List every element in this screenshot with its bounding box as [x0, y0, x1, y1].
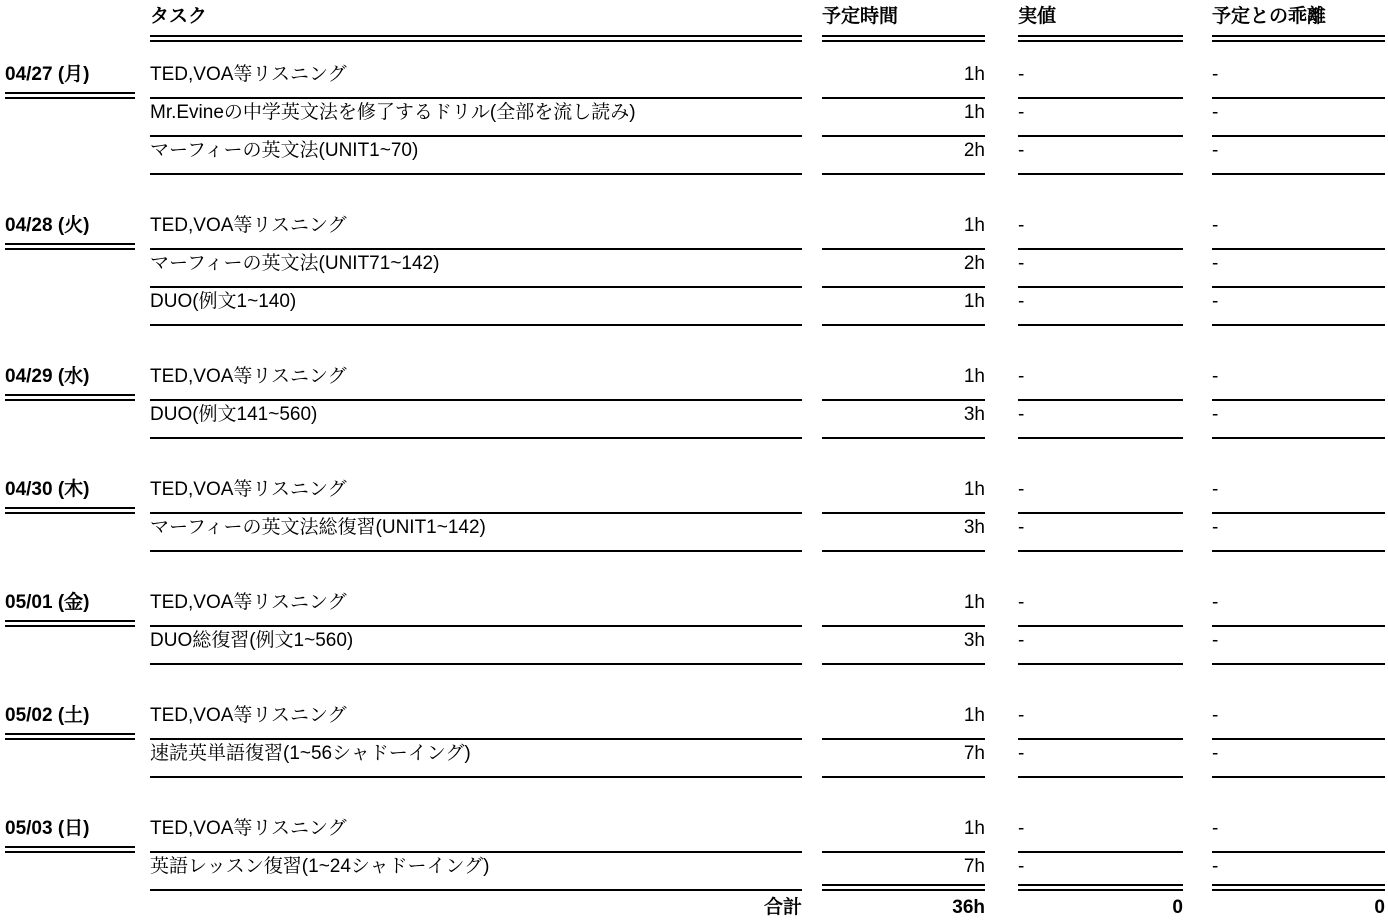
column-spacer: [135, 740, 150, 778]
column-spacer: [135, 288, 150, 326]
deviation-value: -: [1212, 740, 1385, 778]
block-gap-row: [5, 665, 1385, 702]
date-empty-cell: [5, 137, 135, 175]
column-spacer: [802, 137, 822, 175]
task-row: [5, 815, 1385, 853]
date-label: 04/30 (木): [5, 476, 135, 514]
task-row: [5, 212, 1385, 250]
total-date-empty: [5, 891, 135, 922]
schedule-body: [5, 42, 1385, 891]
deviation-value: -: [1212, 476, 1385, 514]
column-spacer: [135, 61, 150, 99]
block-gap: [5, 175, 1385, 212]
date-label: 04/29 (水): [5, 363, 135, 401]
column-header-task: タスク: [150, 0, 802, 42]
column-header-planned-time: 予定時間: [822, 0, 985, 42]
column-spacer: [1183, 476, 1212, 514]
column-spacer: [1183, 288, 1212, 326]
block-gap: [5, 552, 1385, 589]
block-gap: [5, 439, 1385, 476]
column-header-actual-value: 実値: [1018, 0, 1183, 42]
column-spacer: [985, 0, 1018, 42]
column-spacer: [802, 212, 822, 250]
task-name: Mr.Evineの中学英文法を修了するドリル(全部を流し読み): [150, 99, 802, 137]
column-spacer: [802, 627, 822, 665]
date-empty-cell: [5, 401, 135, 439]
date-empty-cell: [5, 288, 135, 326]
column-spacer: [1183, 740, 1212, 778]
column-spacer: [135, 815, 150, 853]
column-spacer: [135, 853, 150, 891]
study-schedule-table: [5, 0, 1385, 922]
deviation-value: -: [1212, 212, 1385, 250]
actual-value: -: [1018, 250, 1183, 288]
column-spacer: [1183, 401, 1212, 439]
task-name: マーフィーの英文法総復習(UNIT1~142): [150, 514, 802, 552]
planned-hours: 7h: [822, 740, 985, 778]
block-gap-row: [5, 42, 1385, 61]
column-spacer: [1183, 212, 1212, 250]
column-spacer: [1183, 99, 1212, 137]
deviation-value: -: [1212, 702, 1385, 740]
actual-value: -: [1018, 363, 1183, 401]
column-spacer: [1183, 61, 1212, 99]
planned-hours: 1h: [822, 363, 985, 401]
column-spacer: [802, 363, 822, 401]
column-spacer: [135, 363, 150, 401]
column-spacer: [135, 137, 150, 175]
planned-hours: 3h: [822, 514, 985, 552]
task-row: [5, 288, 1385, 326]
actual-value: -: [1018, 137, 1183, 175]
column-spacer: [985, 99, 1018, 137]
actual-value: -: [1018, 815, 1183, 853]
actual-value: -: [1018, 740, 1183, 778]
column-spacer: [985, 401, 1018, 439]
column-spacer: [802, 99, 822, 137]
task-name: DUO(例文141~560): [150, 401, 802, 439]
deviation-value: -: [1212, 250, 1385, 288]
task-row: [5, 476, 1385, 514]
deviation-value: -: [1212, 401, 1385, 439]
task-row: [5, 61, 1385, 99]
block-gap-row: [5, 326, 1385, 363]
column-spacer: [1183, 514, 1212, 552]
column-spacer: [985, 363, 1018, 401]
task-name: DUO(例文1~140): [150, 288, 802, 326]
column-spacer: [985, 250, 1018, 288]
task-row: [5, 589, 1385, 627]
task-row: [5, 99, 1385, 137]
column-spacer: [802, 589, 822, 627]
planned-hours: 1h: [822, 288, 985, 326]
task-name: DUO総復習(例文1~560): [150, 627, 802, 665]
column-spacer: [802, 702, 822, 740]
planned-hours: 1h: [822, 99, 985, 137]
column-spacer: [1183, 137, 1212, 175]
actual-value: -: [1018, 288, 1183, 326]
planned-hours: 1h: [822, 61, 985, 99]
deviation-value: -: [1212, 627, 1385, 665]
column-spacer: [135, 627, 150, 665]
task-row: [5, 702, 1385, 740]
actual-value: -: [1018, 853, 1183, 891]
total-planned-hours: 36h: [952, 897, 985, 918]
column-spacer: [135, 99, 150, 137]
column-spacer: [1183, 250, 1212, 288]
task-name: TED,VOA等リスニング: [150, 476, 802, 514]
date-label: 05/02 (土): [5, 702, 135, 740]
date-label: 04/28 (火): [5, 212, 135, 250]
task-name: TED,VOA等リスニング: [150, 815, 802, 853]
column-spacer: [1183, 363, 1212, 401]
planned-hours: 2h: [822, 137, 985, 175]
task-row: [5, 514, 1385, 552]
column-spacer: [985, 815, 1018, 853]
column-spacer: [985, 740, 1018, 778]
block-gap: [5, 778, 1385, 815]
column-spacer: [985, 702, 1018, 740]
column-spacer: [985, 514, 1018, 552]
task-row: [5, 740, 1385, 778]
actual-value: -: [1018, 627, 1183, 665]
column-spacer: [802, 250, 822, 288]
column-spacer: [135, 702, 150, 740]
column-spacer: [135, 250, 150, 288]
actual-value: -: [1018, 702, 1183, 740]
task-name: TED,VOA等リスニング: [150, 589, 802, 627]
column-spacer: [135, 514, 150, 552]
total-deviation-value: 0: [1374, 897, 1385, 918]
column-spacer: [985, 476, 1018, 514]
date-empty-cell: [5, 99, 135, 137]
column-spacer: [135, 212, 150, 250]
task-name: 速読英単語復習(1~56シャドーイング): [150, 740, 802, 778]
column-spacer: [985, 61, 1018, 99]
column-spacer: [135, 0, 150, 42]
total-row: [5, 891, 1385, 922]
actual-value: -: [1018, 401, 1183, 439]
header-date-empty: [5, 0, 135, 42]
planned-hours: 3h: [822, 627, 985, 665]
column-spacer: [135, 891, 150, 922]
column-spacer: [802, 476, 822, 514]
date-label: 05/03 (日): [5, 815, 135, 853]
date-empty-cell: [5, 250, 135, 288]
task-row: [5, 137, 1385, 175]
column-header-deviation: 予定との乖離: [1212, 0, 1385, 42]
date-empty-cell: [5, 514, 135, 552]
column-spacer: [135, 401, 150, 439]
column-spacer: [802, 61, 822, 99]
column-spacer: [135, 476, 150, 514]
block-gap-row: [5, 175, 1385, 212]
date-empty-cell: [5, 740, 135, 778]
column-spacer: [1183, 589, 1212, 627]
total-label: 合計: [763, 897, 802, 918]
task-name: マーフィーの英文法(UNIT1~70): [150, 137, 802, 175]
column-spacer: [802, 0, 822, 42]
deviation-value: -: [1212, 61, 1385, 99]
column-spacer: [1183, 853, 1212, 891]
block-gap-row: [5, 778, 1385, 815]
column-spacer: [985, 891, 1018, 922]
task-row: [5, 627, 1385, 665]
column-spacer: [985, 589, 1018, 627]
block-gap: [5, 42, 1385, 61]
date-empty-cell: [5, 853, 135, 891]
deviation-value: -: [1212, 514, 1385, 552]
actual-value: -: [1018, 212, 1183, 250]
task-row: [5, 401, 1385, 439]
column-spacer: [1183, 815, 1212, 853]
header-row: [5, 0, 1385, 42]
deviation-value: -: [1212, 363, 1385, 401]
task-row: [5, 363, 1385, 401]
column-spacer: [135, 589, 150, 627]
planned-hours: 1h: [822, 815, 985, 853]
task-name: TED,VOA等リスニング: [150, 363, 802, 401]
task-name: 英語レッスン復習(1~24シャドーイング): [150, 853, 802, 891]
task-name: TED,VOA等リスニング: [150, 61, 802, 99]
block-gap: [5, 326, 1385, 363]
date-label: 05/01 (金): [5, 589, 135, 627]
planned-hours: 7h: [822, 853, 985, 891]
column-spacer: [985, 853, 1018, 891]
deviation-value: -: [1212, 99, 1385, 137]
column-spacer: [985, 212, 1018, 250]
actual-value: -: [1018, 99, 1183, 137]
planned-hours: 1h: [822, 212, 985, 250]
column-spacer: [802, 401, 822, 439]
actual-value: -: [1018, 476, 1183, 514]
planned-hours: 2h: [822, 250, 985, 288]
column-spacer: [802, 288, 822, 326]
column-spacer: [802, 740, 822, 778]
deviation-value: -: [1212, 589, 1385, 627]
column-spacer: [802, 815, 822, 853]
column-spacer: [802, 853, 822, 891]
task-name: マーフィーの英文法(UNIT71~142): [150, 250, 802, 288]
task-name: TED,VOA等リスニング: [150, 212, 802, 250]
column-spacer: [802, 514, 822, 552]
block-gap-row: [5, 439, 1385, 476]
column-spacer: [1183, 702, 1212, 740]
block-gap: [5, 665, 1385, 702]
task-row: [5, 853, 1385, 891]
planned-hours: 1h: [822, 476, 985, 514]
deviation-value: -: [1212, 288, 1385, 326]
date-empty-cell: [5, 627, 135, 665]
column-spacer: [802, 891, 822, 922]
planned-hours: 3h: [822, 401, 985, 439]
deviation-value: -: [1212, 815, 1385, 853]
deviation-value: -: [1212, 853, 1385, 891]
deviation-value: -: [1212, 137, 1385, 175]
column-spacer: [985, 137, 1018, 175]
block-gap-row: [5, 552, 1385, 589]
actual-value: -: [1018, 514, 1183, 552]
column-spacer: [985, 627, 1018, 665]
task-row: [5, 250, 1385, 288]
actual-value: -: [1018, 589, 1183, 627]
task-name: TED,VOA等リスニング: [150, 702, 802, 740]
column-spacer: [985, 288, 1018, 326]
total-actual-value: 0: [1172, 897, 1183, 918]
date-label: 04/27 (月): [5, 61, 135, 99]
column-spacer: [1183, 891, 1212, 922]
planned-hours: 1h: [822, 702, 985, 740]
actual-value: -: [1018, 61, 1183, 99]
planned-hours: 1h: [822, 589, 985, 627]
column-spacer: [1183, 0, 1212, 42]
column-spacer: [1183, 627, 1212, 665]
